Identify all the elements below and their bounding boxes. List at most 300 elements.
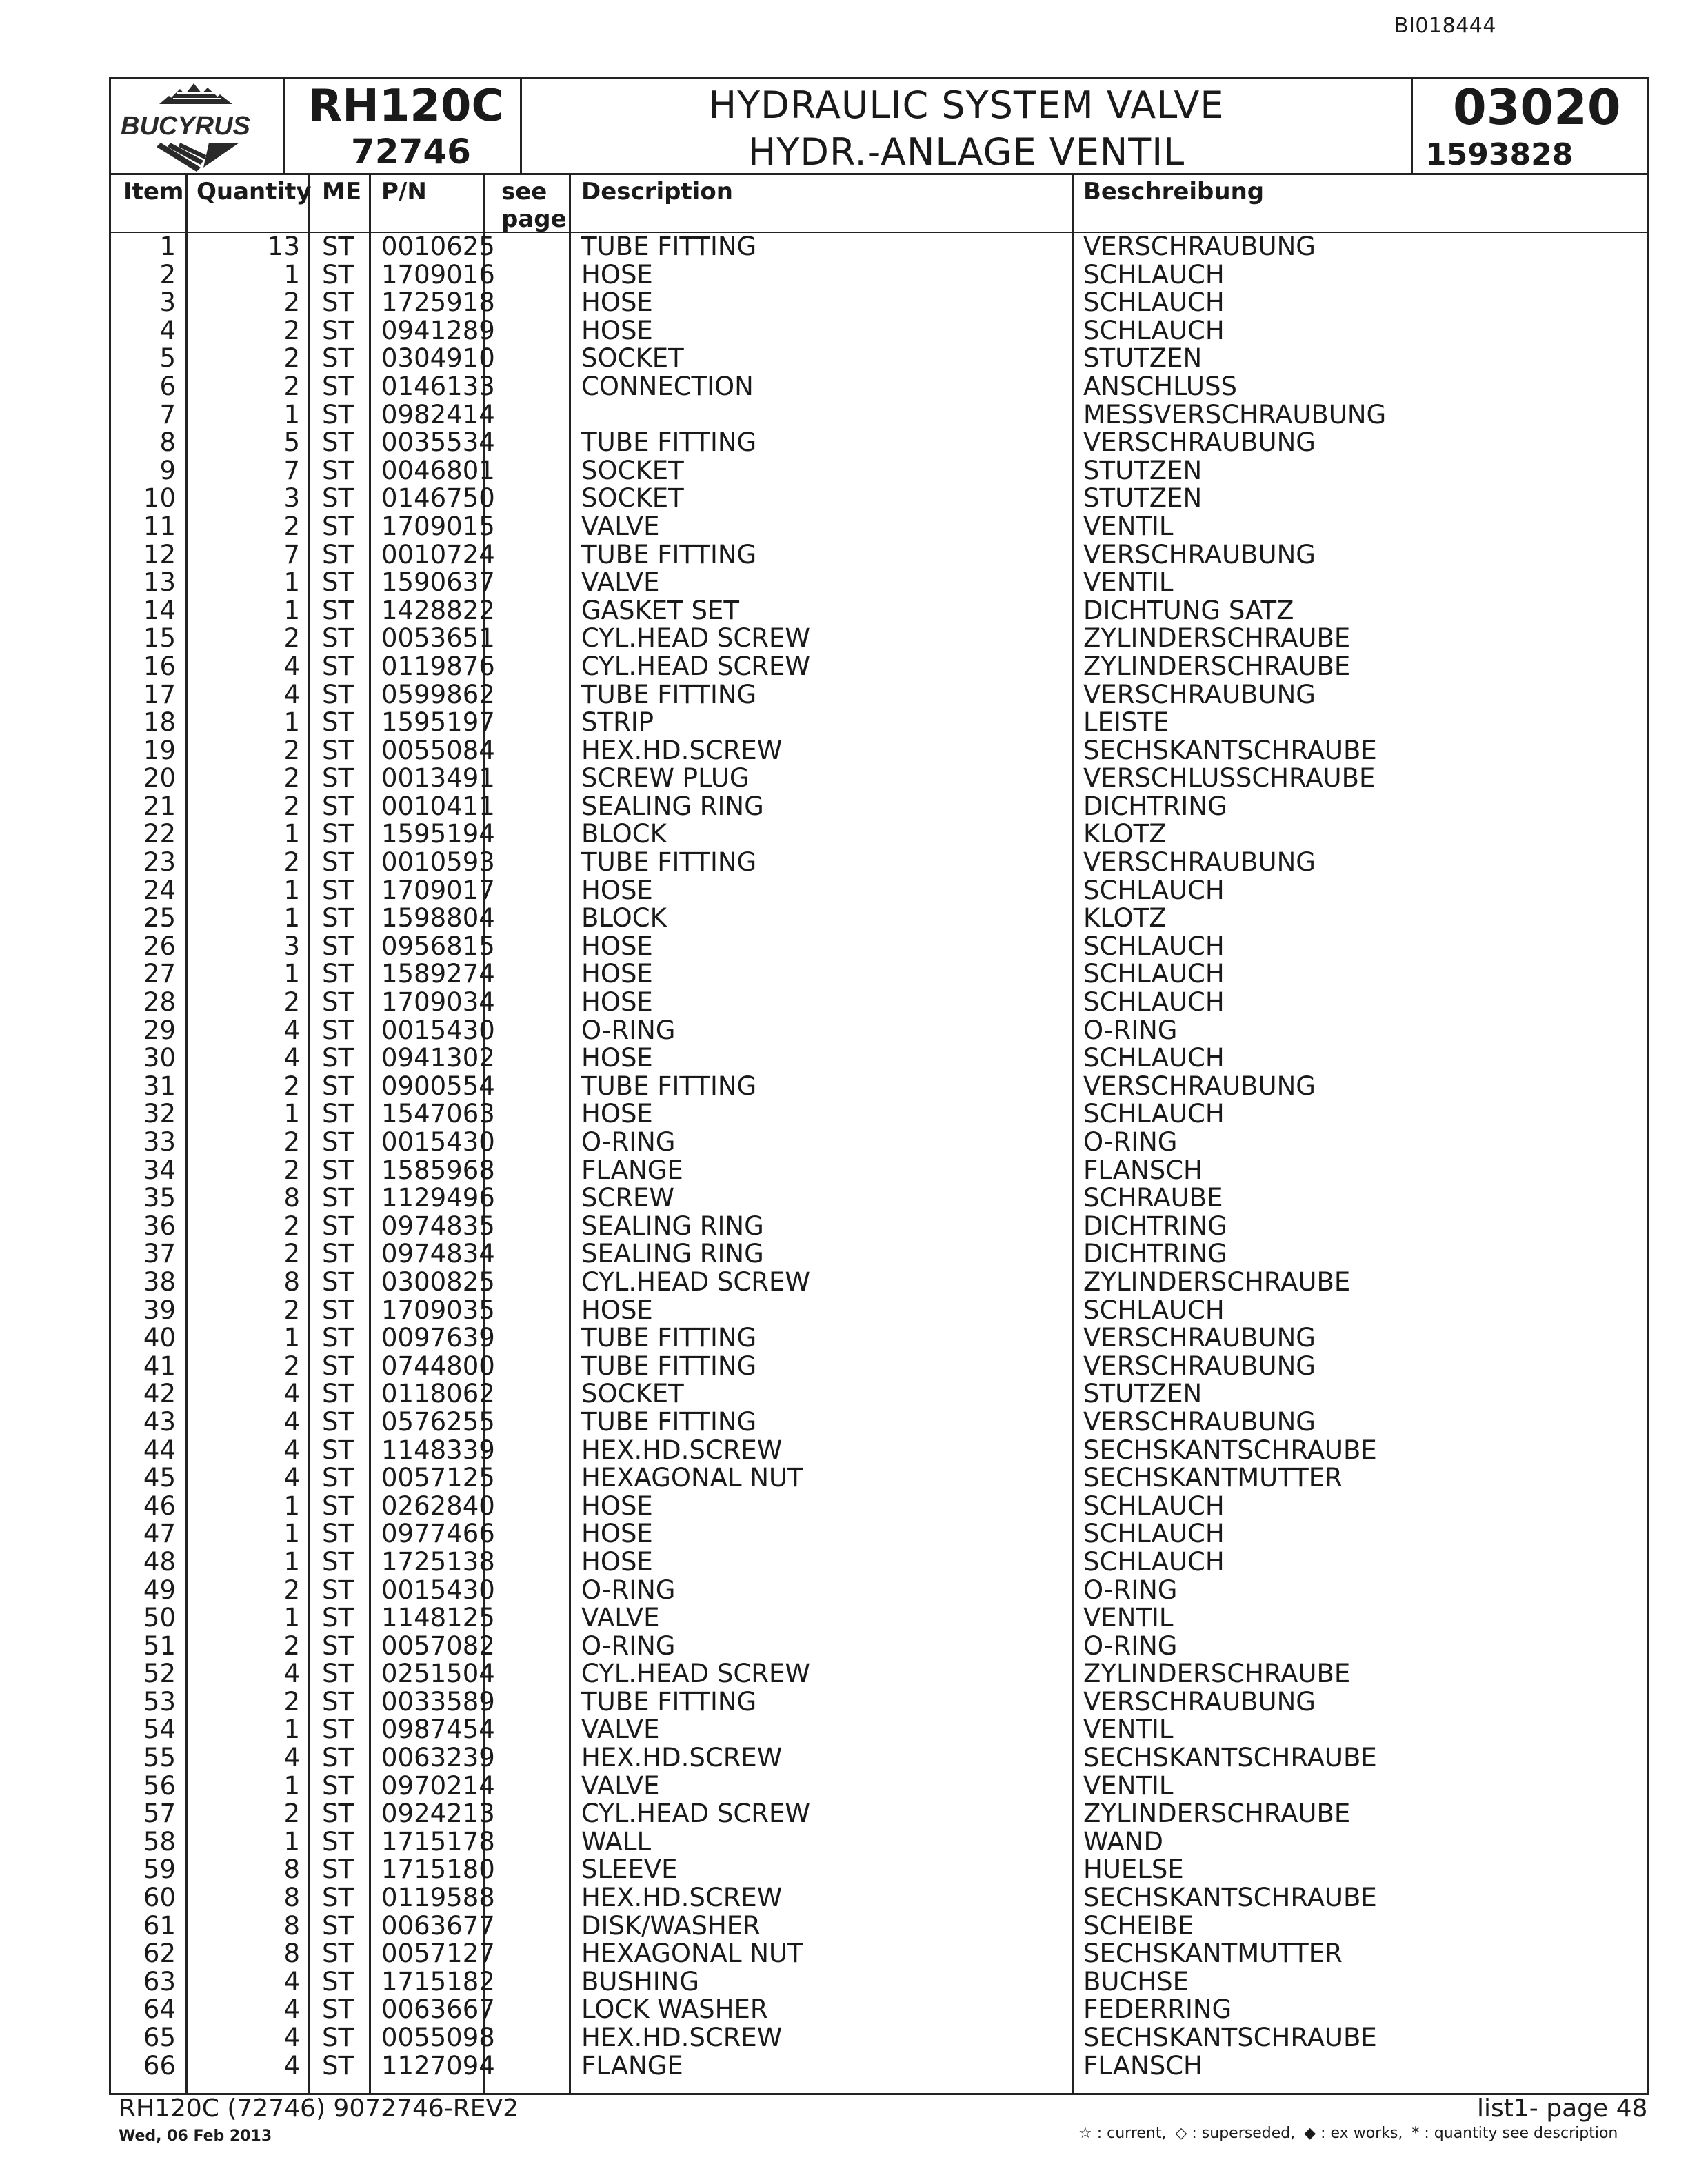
cell-unit: ST xyxy=(322,1406,354,1437)
cell-beschreibung: VENTIL xyxy=(1083,1770,1174,1801)
table-row xyxy=(111,1213,1647,1241)
cell-quantity: 2 xyxy=(283,511,300,541)
cell-description: VALVE xyxy=(581,1770,660,1801)
cell-item-number: 21 xyxy=(143,791,176,821)
cell-beschreibung: VERSCHRAUBUNG xyxy=(1083,1071,1316,1101)
cell-unit: ST xyxy=(322,903,354,933)
cell-beschreibung: ZYLINDERSCHRAUBE xyxy=(1083,651,1351,681)
cell-unit: ST xyxy=(322,875,354,905)
cell-quantity: 7 xyxy=(283,455,300,485)
cell-description: HOSE xyxy=(581,287,653,318)
cell-part-number: 1129496 xyxy=(381,1183,495,1213)
table-row xyxy=(111,1744,1647,1772)
table-row xyxy=(111,1632,1647,1661)
cell-part-number: 0057082 xyxy=(381,1630,495,1661)
cell-part-number: 0987454 xyxy=(381,1715,495,1745)
cell-part-number: 1547063 xyxy=(381,1099,495,1129)
cell-description: HEX.HD.SCREW xyxy=(581,735,783,765)
header-see: see xyxy=(501,178,547,205)
cell-beschreibung: SCHLAUCH xyxy=(1083,1546,1225,1577)
table-row xyxy=(111,1996,1647,2024)
cell-beschreibung: SECHSKANTSCHRAUBE xyxy=(1083,2023,1377,2052)
cell-item-number: 59 xyxy=(143,1854,176,1885)
cell-quantity: 2 xyxy=(283,623,300,654)
cell-description: O-RING xyxy=(581,1015,676,1045)
cell-item-number: 56 xyxy=(143,1770,176,1801)
legend-quantity: * : quantity see description xyxy=(1411,2125,1618,2142)
cell-beschreibung: SCHRAUBE xyxy=(1083,1183,1223,1213)
cell-beschreibung: SCHLAUCH xyxy=(1083,1490,1225,1521)
header-page: page xyxy=(501,205,567,233)
cell-part-number: 0300825 xyxy=(381,1266,495,1297)
cell-item-number: 62 xyxy=(143,1939,176,1969)
cell-beschreibung: SCHLAUCH xyxy=(1083,875,1225,905)
cell-description: TUBE FITTING xyxy=(581,1406,757,1437)
cell-unit: ST xyxy=(322,1435,354,1465)
cell-part-number: 0010411 xyxy=(381,791,495,821)
cell-part-number: 0262840 xyxy=(381,1490,495,1521)
cell-unit: ST xyxy=(322,1266,354,1297)
cell-beschreibung: SCHEIBE xyxy=(1083,1910,1194,1941)
cell-item-number: 2 xyxy=(159,259,176,290)
cell-part-number: 0057125 xyxy=(381,1463,495,1493)
cell-item-number: 4 xyxy=(159,315,176,345)
header-quantity: Quantity xyxy=(197,178,312,205)
title-cell xyxy=(522,79,1413,173)
cell-description: HOSE xyxy=(581,931,653,961)
cell-unit: ST xyxy=(322,1630,354,1661)
cell-item-number: 66 xyxy=(143,2050,176,2081)
cell-quantity: 1 xyxy=(283,1603,300,1633)
cell-beschreibung: O-RING xyxy=(1083,1575,1178,1605)
cell-quantity: 1 xyxy=(283,959,300,989)
cell-description: HOSE xyxy=(581,1490,653,1521)
table-row xyxy=(111,1800,1647,1828)
cell-unit: ST xyxy=(322,1715,354,1745)
cell-item-number: 27 xyxy=(143,959,176,989)
cell-quantity: 8 xyxy=(283,1910,300,1941)
cell-beschreibung: VENTIL xyxy=(1083,1603,1174,1633)
cell-description: SOCKET xyxy=(581,343,684,374)
cell-description: HEX.HD.SCREW xyxy=(581,2023,783,2052)
footer-legend xyxy=(1078,2125,1622,2142)
cell-quantity: 8 xyxy=(283,1183,300,1213)
cell-unit: ST xyxy=(322,1799,354,1829)
cell-beschreibung: STUTZEN xyxy=(1083,1379,1203,1409)
table-row xyxy=(111,569,1647,597)
cell-quantity: 2 xyxy=(283,1575,300,1605)
cell-description: HOSE xyxy=(581,1099,653,1129)
cell-unit: ST xyxy=(322,2050,354,2081)
cell-item-number: 13 xyxy=(143,567,176,598)
cell-unit: ST xyxy=(322,287,354,318)
cell-unit: ST xyxy=(322,343,354,374)
cell-unit: ST xyxy=(322,791,354,821)
cell-item-number: 24 xyxy=(143,875,176,905)
table-row xyxy=(111,1716,1647,1744)
table-row xyxy=(111,1660,1647,1688)
cell-unit: ST xyxy=(322,847,354,878)
table-row xyxy=(111,1380,1647,1408)
cell-part-number: 0015430 xyxy=(381,1575,495,1605)
table-row xyxy=(111,1240,1647,1268)
cell-description: VALVE xyxy=(581,511,660,541)
cell-description: TUBE FITTING xyxy=(581,1323,757,1353)
cell-item-number: 60 xyxy=(143,1883,176,1913)
cell-quantity: 2 xyxy=(283,763,300,793)
cell-description: CONNECTION xyxy=(581,371,754,401)
cell-quantity: 3 xyxy=(283,931,300,961)
cell-beschreibung: VERSCHRAUBUNG xyxy=(1083,539,1316,569)
cell-item-number: 5 xyxy=(159,343,176,374)
cell-description: HOSE xyxy=(581,987,653,1018)
cell-description: DISK/WASHER xyxy=(581,1910,761,1941)
footer-date: Wed, 06 Feb 2013 xyxy=(119,2127,272,2145)
cell-unit: ST xyxy=(322,651,354,681)
cell-unit: ST xyxy=(322,1546,354,1577)
cell-quantity: 4 xyxy=(283,1994,300,2025)
cell-description: HEX.HD.SCREW xyxy=(581,1743,783,1773)
cell-unit: ST xyxy=(322,1994,354,2025)
table-row xyxy=(111,1157,1647,1185)
cell-description: LOCK WASHER xyxy=(581,1994,768,2025)
cell-beschreibung: SECHSKANTMUTTER xyxy=(1083,1463,1343,1493)
cell-quantity: 4 xyxy=(283,1043,300,1073)
cell-item-number: 61 xyxy=(143,1910,176,1941)
table-row xyxy=(111,317,1647,345)
logo-cell xyxy=(111,79,285,173)
cell-quantity: 2 xyxy=(283,287,300,318)
cell-unit: ST xyxy=(322,1854,354,1885)
cell-item-number: 19 xyxy=(143,735,176,765)
cell-quantity: 1 xyxy=(283,1490,300,1521)
cell-item-number: 16 xyxy=(143,651,176,681)
cell-unit: ST xyxy=(322,819,354,849)
cell-item-number: 54 xyxy=(143,1715,176,1745)
table-row xyxy=(111,1940,1647,1968)
cell-item-number: 32 xyxy=(143,1099,176,1129)
cell-description: BUSHING xyxy=(581,1966,700,1996)
cell-unit: ST xyxy=(322,1883,354,1913)
cell-part-number: 0010593 xyxy=(381,847,495,878)
cell-part-number: 1589274 xyxy=(381,959,495,989)
footer-page-number: list1- page 48 xyxy=(1477,2094,1648,2123)
cell-unit: ST xyxy=(322,1071,354,1101)
cell-description: SCREW PLUG xyxy=(581,763,750,793)
cell-beschreibung: SCHLAUCH xyxy=(1083,259,1225,290)
cell-unit: ST xyxy=(322,1099,354,1129)
cell-quantity: 8 xyxy=(283,1266,300,1297)
cell-item-number: 39 xyxy=(143,1295,176,1325)
cell-beschreibung: FEDERRING xyxy=(1083,1994,1232,2025)
header-item: Item xyxy=(123,178,184,205)
table-row xyxy=(111,625,1647,653)
group-number: 03020 xyxy=(1453,79,1621,136)
cell-item-number: 18 xyxy=(143,707,176,738)
cell-item-number: 22 xyxy=(143,819,176,849)
cell-part-number: 0146750 xyxy=(381,483,495,514)
cell-beschreibung: SCHLAUCH xyxy=(1083,931,1225,961)
cell-quantity: 1 xyxy=(283,875,300,905)
cell-description: SCREW xyxy=(581,1183,674,1213)
legend-ex-works: ◆ : ex works, xyxy=(1304,2125,1403,2142)
cell-beschreibung: VERSCHRAUBUNG xyxy=(1083,232,1316,261)
cell-unit: ST xyxy=(322,455,354,485)
cell-beschreibung: VERSCHRAUBUNG xyxy=(1083,1351,1316,1381)
cell-part-number: 0015430 xyxy=(381,1127,495,1157)
table-row xyxy=(111,849,1647,877)
cell-part-number: 0013491 xyxy=(381,763,495,793)
cell-beschreibung: SCHLAUCH xyxy=(1083,1043,1225,1073)
table-row xyxy=(111,429,1647,457)
cell-quantity: 2 xyxy=(283,1071,300,1101)
header-see-page xyxy=(501,178,567,233)
cell-unit: ST xyxy=(322,707,354,738)
cell-beschreibung: VENTIL xyxy=(1083,1715,1174,1745)
cell-item-number: 11 xyxy=(143,511,176,541)
cell-beschreibung: HUELSE xyxy=(1083,1854,1184,1885)
title-english: HYDRAULIC SYSTEM VALVE xyxy=(708,83,1225,127)
cell-description: SOCKET xyxy=(581,455,684,485)
cell-item-number: 49 xyxy=(143,1575,176,1605)
cell-unit: ST xyxy=(322,623,354,654)
cell-item-number: 34 xyxy=(143,1155,176,1185)
cell-quantity: 2 xyxy=(283,343,300,374)
cell-unit: ST xyxy=(322,595,354,625)
cell-description: GASKET SET xyxy=(581,595,739,625)
cell-item-number: 47 xyxy=(143,1519,176,1549)
cell-beschreibung: ANSCHLUSS xyxy=(1083,371,1237,401)
cell-unit: ST xyxy=(322,1966,354,1996)
cell-quantity: 4 xyxy=(283,1406,300,1437)
cell-beschreibung: LEISTE xyxy=(1083,707,1169,738)
cell-part-number: 1595194 xyxy=(381,819,495,849)
cell-beschreibung: SCHLAUCH xyxy=(1083,315,1225,345)
cell-description: HOSE xyxy=(581,315,653,345)
cell-unit: ST xyxy=(322,1379,354,1409)
cell-item-number: 30 xyxy=(143,1043,176,1073)
cell-item-number: 41 xyxy=(143,1351,176,1381)
cell-part-number: 1715182 xyxy=(381,1966,495,1996)
cell-part-number: 0970214 xyxy=(381,1770,495,1801)
table-row xyxy=(111,765,1647,793)
cell-description: TUBE FITTING xyxy=(581,679,757,709)
cell-part-number: 1127094 xyxy=(381,2050,495,2081)
cell-part-number: 0304910 xyxy=(381,343,495,374)
cell-quantity: 4 xyxy=(283,1743,300,1773)
table-row xyxy=(111,345,1647,373)
cell-beschreibung: VENTIL xyxy=(1083,511,1174,541)
cell-item-number: 45 xyxy=(143,1463,176,1493)
cell-beschreibung: STUTZEN xyxy=(1083,483,1203,514)
cell-beschreibung: SCHLAUCH xyxy=(1083,1099,1225,1129)
cell-part-number: 0576255 xyxy=(381,1406,495,1437)
cell-beschreibung: SECHSKANTMUTTER xyxy=(1083,1939,1343,1969)
cell-part-number: 1148339 xyxy=(381,1435,495,1465)
cell-description: WALL xyxy=(581,1826,652,1857)
table-row xyxy=(111,1129,1647,1157)
cell-item-number: 57 xyxy=(143,1799,176,1829)
cell-unit: ST xyxy=(322,679,354,709)
cell-part-number: 0956815 xyxy=(381,931,495,961)
cell-beschreibung: VERSCHRAUBUNG xyxy=(1083,1406,1316,1437)
cell-description: CYL.HEAD SCREW xyxy=(581,1799,810,1829)
cell-item-number: 28 xyxy=(143,987,176,1018)
cell-beschreibung: SECHSKANTSCHRAUBE xyxy=(1083,735,1377,765)
table-row xyxy=(111,233,1647,261)
cell-description: HOSE xyxy=(581,1295,653,1325)
cell-beschreibung: SCHLAUCH xyxy=(1083,959,1225,989)
cell-unit: ST xyxy=(322,1490,354,1521)
header-pn: P/N xyxy=(381,178,427,205)
cell-part-number: 1709017 xyxy=(381,875,495,905)
cell-unit: ST xyxy=(322,763,354,793)
cell-description: HOSE xyxy=(581,1043,653,1073)
table-row xyxy=(111,401,1647,429)
table-row xyxy=(111,709,1647,737)
cell-quantity: 4 xyxy=(283,1463,300,1493)
cell-beschreibung: STUTZEN xyxy=(1083,455,1203,485)
cell-description: TUBE FITTING xyxy=(581,847,757,878)
cell-unit: ST xyxy=(322,1463,354,1493)
cell-unit: ST xyxy=(322,511,354,541)
cell-description: VALVE xyxy=(581,1715,660,1745)
cell-part-number: 1715180 xyxy=(381,1854,495,1885)
cell-item-number: 48 xyxy=(143,1546,176,1577)
cell-quantity: 7 xyxy=(283,539,300,569)
cell-description: CYL.HEAD SCREW xyxy=(581,623,810,654)
cell-description: O-RING xyxy=(581,1127,676,1157)
cell-description: HOSE xyxy=(581,959,653,989)
cell-item-number: 37 xyxy=(143,1239,176,1269)
cell-description: SEALING RING xyxy=(581,1239,764,1269)
table-row xyxy=(111,877,1647,905)
cell-part-number: 1725138 xyxy=(381,1546,495,1577)
cell-description: TUBE FITTING xyxy=(581,1351,757,1381)
cell-description: HEXAGONAL NUT xyxy=(581,1463,803,1493)
cell-quantity: 2 xyxy=(283,1239,300,1269)
cell-item-number: 25 xyxy=(143,903,176,933)
table-row xyxy=(111,2052,1647,2081)
cell-quantity: 4 xyxy=(283,1659,300,1689)
cell-quantity: 8 xyxy=(283,1854,300,1885)
cell-item-number: 17 xyxy=(143,679,176,709)
cell-beschreibung: O-RING xyxy=(1083,1015,1178,1045)
cell-description: HOSE xyxy=(581,259,653,290)
cell-unit: ST xyxy=(322,1155,354,1185)
cell-beschreibung: SCHLAUCH xyxy=(1083,1295,1225,1325)
cell-description: SEALING RING xyxy=(581,791,764,821)
cell-description: HOSE xyxy=(581,1519,653,1549)
cell-beschreibung: SECHSKANTSCHRAUBE xyxy=(1083,1743,1377,1773)
cell-part-number: 1709035 xyxy=(381,1295,495,1325)
cell-item-number: 52 xyxy=(143,1659,176,1689)
table-header xyxy=(111,175,1647,233)
cell-part-number: 1590637 xyxy=(381,567,495,598)
cell-unit: ST xyxy=(322,259,354,290)
cell-item-number: 65 xyxy=(143,2023,176,2052)
cell-quantity: 2 xyxy=(283,1799,300,1829)
cell-unit: ST xyxy=(322,1183,354,1213)
cell-description: O-RING xyxy=(581,1630,676,1661)
table-row xyxy=(111,1100,1647,1129)
cell-part-number: 0900554 xyxy=(381,1071,495,1101)
table-row xyxy=(111,513,1647,541)
cell-quantity: 2 xyxy=(283,735,300,765)
cell-description: TUBE FITTING xyxy=(581,427,757,458)
table-row xyxy=(111,1297,1647,1325)
cell-beschreibung: DICHTRING xyxy=(1083,1211,1227,1241)
cell-quantity: 1 xyxy=(283,1519,300,1549)
cell-beschreibung: BUCHSE xyxy=(1083,1966,1189,1996)
cell-beschreibung: SCHLAUCH xyxy=(1083,987,1225,1018)
cell-unit: ST xyxy=(322,1770,354,1801)
cell-quantity: 5 xyxy=(283,427,300,458)
cell-description: BLOCK xyxy=(581,903,667,933)
cell-item-number: 3 xyxy=(159,287,176,318)
cell-description: CYL.HEAD SCREW xyxy=(581,1266,810,1297)
cell-description: CYL.HEAD SCREW xyxy=(581,1659,810,1689)
table-row xyxy=(111,933,1647,961)
cell-item-number: 36 xyxy=(143,1211,176,1241)
cell-unit: ST xyxy=(322,427,354,458)
cell-unit: ST xyxy=(322,931,354,961)
table-row xyxy=(111,681,1647,709)
cell-part-number: 0015430 xyxy=(381,1015,495,1045)
cell-beschreibung: ZYLINDERSCHRAUBE xyxy=(1083,1799,1351,1829)
cell-beschreibung: KLOTZ xyxy=(1083,819,1167,849)
cell-part-number: 0063239 xyxy=(381,1743,495,1773)
cell-item-number: 1 xyxy=(159,232,176,261)
cell-beschreibung: FLANSCH xyxy=(1083,1155,1203,1185)
cell-part-number: 1725918 xyxy=(381,287,495,318)
cell-description: SOCKET xyxy=(581,1379,684,1409)
cell-quantity: 4 xyxy=(283,1435,300,1465)
cell-description: SOCKET xyxy=(581,483,684,514)
cell-item-number: 26 xyxy=(143,931,176,961)
cell-description: TUBE FITTING xyxy=(581,1686,757,1717)
cell-part-number: 0046801 xyxy=(381,455,495,485)
cell-unit: ST xyxy=(322,959,354,989)
cell-quantity: 13 xyxy=(267,232,300,261)
cell-description: HEX.HD.SCREW xyxy=(581,1883,783,1913)
cell-part-number: 0977466 xyxy=(381,1519,495,1549)
cell-beschreibung: VERSCHRAUBUNG xyxy=(1083,1686,1316,1717)
table-row xyxy=(111,541,1647,569)
cell-unit: ST xyxy=(322,483,354,514)
cell-item-number: 51 xyxy=(143,1630,176,1661)
cell-beschreibung: SCHLAUCH xyxy=(1083,287,1225,318)
cell-beschreibung: SECHSKANTSCHRAUBE xyxy=(1083,1883,1377,1913)
cell-part-number: 0941302 xyxy=(381,1043,495,1073)
cell-beschreibung: WAND xyxy=(1083,1826,1164,1857)
cell-quantity: 3 xyxy=(283,483,300,514)
cell-part-number: 0146133 xyxy=(381,371,495,401)
cell-beschreibung: KLOTZ xyxy=(1083,903,1167,933)
cell-unit: ST xyxy=(322,1351,354,1381)
cell-part-number: 0974835 xyxy=(381,1211,495,1241)
cell-item-number: 9 xyxy=(159,455,176,485)
cell-part-number: 1709016 xyxy=(381,259,495,290)
cell-quantity: 4 xyxy=(283,1015,300,1045)
cell-part-number: 1585968 xyxy=(381,1155,495,1185)
cell-unit: ST xyxy=(322,1519,354,1549)
cell-beschreibung: SCHLAUCH xyxy=(1083,1519,1225,1549)
cell-description: HOSE xyxy=(581,1546,653,1577)
cell-item-number: 44 xyxy=(143,1435,176,1465)
cell-part-number: 0053651 xyxy=(381,623,495,654)
table-row xyxy=(111,457,1647,485)
